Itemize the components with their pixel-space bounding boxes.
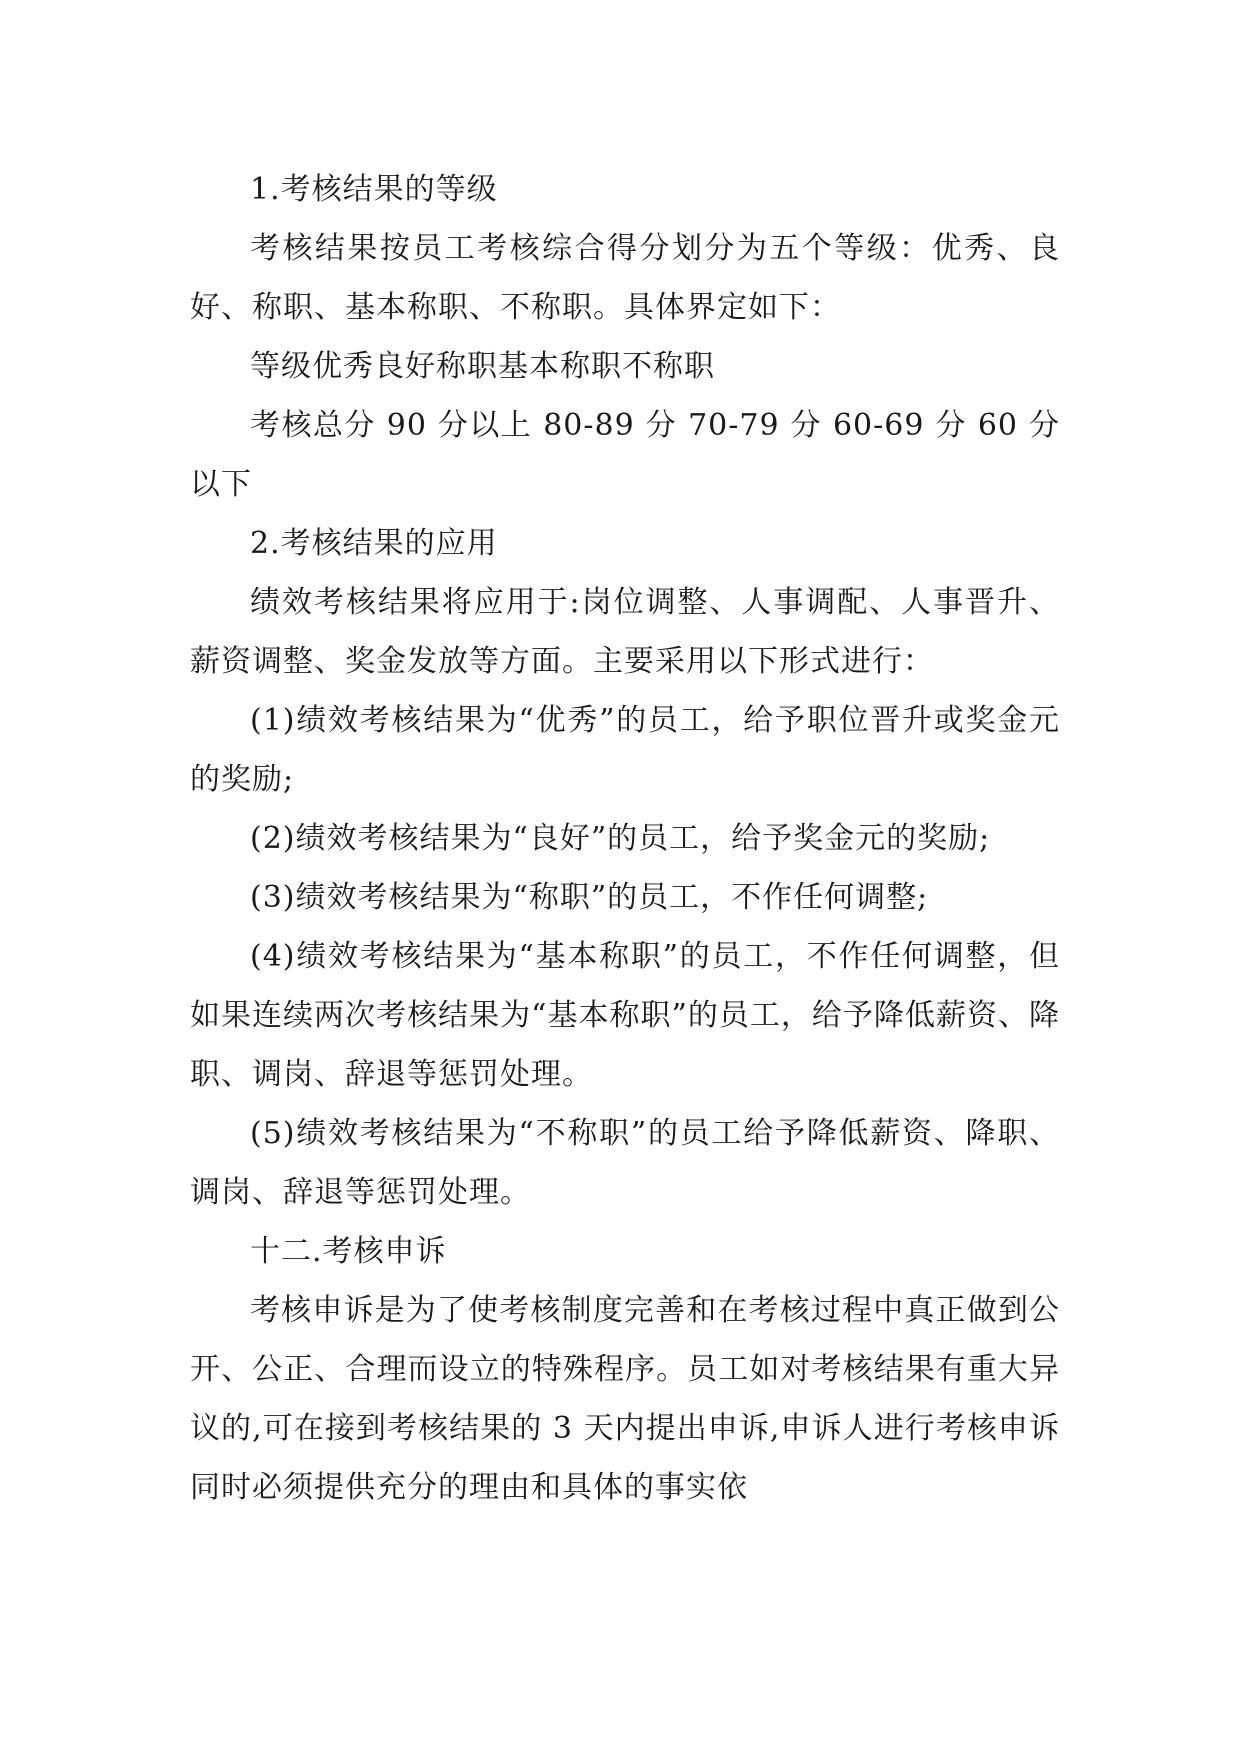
list-item-competent: (3)绩效考核结果为“称职”的员工，不作任何调整; [250, 880, 929, 915]
list-item-basically-competent: (4)绩效考核结果为“基本称职”的员工，不作任何调整，但如果连续两次考核结果为“基本称职”的员工，给予降低薪资、降职、调岗、辞退等惩罚处理。 [190, 939, 1060, 1092]
section-heading-appeal: 十二.考核申诉 [250, 1234, 447, 1269]
paragraph-application-intro: 绩效考核结果将应用于:岗位调整、人事调配、人事晋升、薪资调整、奖金发放等方面。主要采用以下形式进行： [190, 585, 1060, 679]
paragraph-grade-intro: 考核结果按员工考核综合得分划分为五个等级：优秀、良好、称职、基本称职、不称职。具体界定如下： [190, 231, 1060, 325]
section-heading-result-application: 2.考核结果的应用 [250, 526, 498, 561]
paragraph-score-row: 考核总分 90 分以上 80-89 分 70-79 分 60-69 分 60 分以下 [190, 408, 1060, 502]
paragraph-grade-row: 等级优秀良好称职基本称职不称职 [250, 349, 715, 384]
section-heading-grade-levels: 1.考核结果的等级 [250, 172, 498, 207]
list-item-incompetent: (5)绩效考核结果为“不称职”的员工给予降低薪资、降职、调岗、辞退等惩罚处理。 [190, 1116, 1060, 1210]
list-item-good: (2)绩效考核结果为“良好”的员工，给予奖金元的奖励; [250, 821, 991, 856]
document-body [190, 160, 1060, 1517]
paragraph-appeal: 考核申诉是为了使考核制度完善和在考核过程中真正做到公开、公正、合理而设立的特殊程序。员工如对考核结果有重大异议的,可在接到考核结果的 3 天内提出申诉,申诉人进行考核申诉同时必须提供充分的理由和具体的事实依 [190, 1293, 1060, 1505]
list-item-excellent: (1)绩效考核结果为“优秀”的员工，给予职位晋升或奖金元的奖励; [190, 703, 1060, 797]
